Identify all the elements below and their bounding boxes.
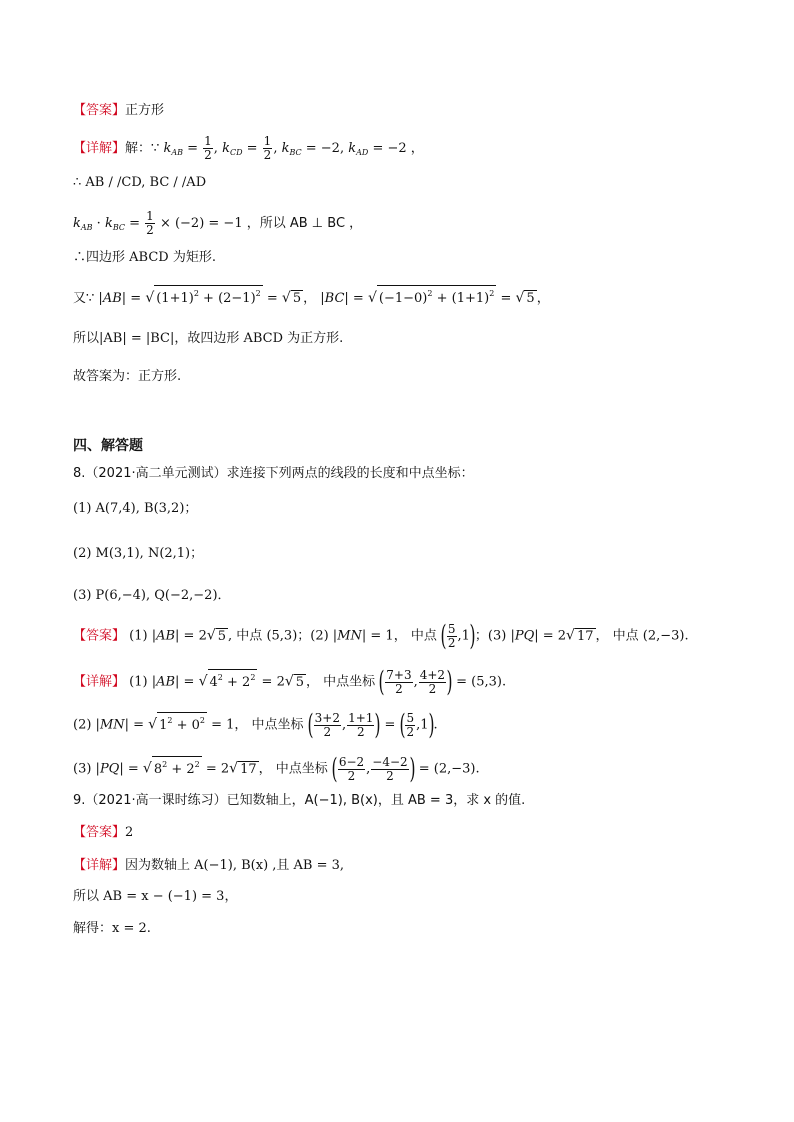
p7-detail-line6: 所以|AB| = |BC|，故四边形 ABCD 为正方形. <box>73 331 344 346</box>
q8-detail-3: (3) |PQ| = √ $8^2 + 2^2 = 2√$ 17 ， 中点坐标 ( $\frac{6-2}{2}$ , $\frac{-4-2}{2}$ ) = (2,−3). <box>73 752 480 785</box>
p7-detail-line2: ∴ AB / /CD, BC / /AD <box>73 175 207 190</box>
q8-detail-2: (2) |MN| = √ $1^2 + 0^2 = 1$， 中点坐标 ( $\frac{3+2}{2}$ , $\frac{1+1}{2}$ ) = ( $\frac{5}{2}$ ,1). <box>73 708 438 741</box>
answer-tag: 【答案】 <box>73 628 126 644</box>
p7-detail-line3 <box>73 210 754 239</box>
p7-slopes: $k_{AB}$ = $\frac{1}{2}$ , $k_{CD}$ = $\frac{1}{2}$ , $k_{BC} = -2$, $k_{AD} = -2$ ， <box>163 134 424 162</box>
q9-detail-1 <box>73 855 754 877</box>
q8-sub1: (1) A(7,4), B(3,2)； <box>73 501 198 516</box>
p7-detail-line4: ∴四边形 ABCD 为矩形. <box>73 250 216 265</box>
p7-answer: 正方形 <box>125 103 165 118</box>
q9-detail-3: 解得：x = 2. <box>73 921 151 936</box>
q9-detail-2: 所以 AB = x − (−1) = 3， <box>73 889 238 904</box>
q9-detail-text: 因为数轴上 A(−1), B(x) ,且 AB = 3, <box>125 858 345 873</box>
fraction: $\frac{1}{2}$ <box>263 134 272 162</box>
length-bc: |BC| = √ $(-1-0)^2 + (1+1)^2$ = √ 5 ， <box>320 291 549 306</box>
slope-product: $k_{AB} \cdot k_{BC}$ = $\frac{1}{2}$ × (−2) = −1 <box>73 209 247 237</box>
p7-detail-prefix: 解：∵ <box>125 141 160 156</box>
q9-answer: 2 <box>125 825 134 840</box>
detail-tag: 【详解】 <box>73 674 126 690</box>
answer-tag: 【答案】 <box>73 103 126 118</box>
q9-answer-line <box>73 822 754 844</box>
p7-perp-text: ，所以 AB ⊥ BC ， <box>246 216 363 231</box>
p7-detail-line1 <box>73 135 754 164</box>
p7-detail-line7: 故答案为：正方形. <box>73 369 182 384</box>
q8-sub3: (3) P(6,−4), Q(−2,−2)． <box>73 588 231 603</box>
q8-answer-line: 【答案】 (1) |AB| = 2√ 5 , 中点 (5,3)；(2) |MN| = 1， 中点 ( $\frac{5}{2}$ ,1)；(3) |PQ| = 2√ 17 ， 中点 (2,−3). <box>73 619 689 652</box>
length-ab: |AB| = √ $(1+1)^2 + (2-1)^2$ = √ 5 ， <box>98 291 316 306</box>
section-heading: 四、解答题 <box>73 438 143 454</box>
fraction: $\frac{1}{2}$ <box>204 134 212 162</box>
q8-stem: 8.（2021·高二单元测试）求连接下列两点的线段的长度和中点坐标： <box>73 466 474 481</box>
p7-d5-prefix: 又∵ <box>73 291 95 306</box>
q8-detail-1: 【详解】 (1) |AB| = √ $4^2 + 2^2 = 2√$ 5 ， 中点坐标 ( $\frac{7+3}{2}$ , $\frac{4+2}{2}$ ) = (5,3). <box>73 665 507 698</box>
q8-sub2: (2) M(3,1), N(2,1)； <box>73 546 204 561</box>
q9-stem: 9.（2021·高一课时练习）已知数轴上，A(−1), B(x)，且 AB = 3，求 x 的值. <box>73 793 526 808</box>
detail-tag: 【详解】 <box>73 141 126 156</box>
answer-tag: 【答案】 <box>73 825 126 840</box>
p7-answer-line <box>73 100 754 122</box>
p7-detail-line5 <box>73 285 754 310</box>
detail-tag: 【详解】 <box>73 858 126 873</box>
